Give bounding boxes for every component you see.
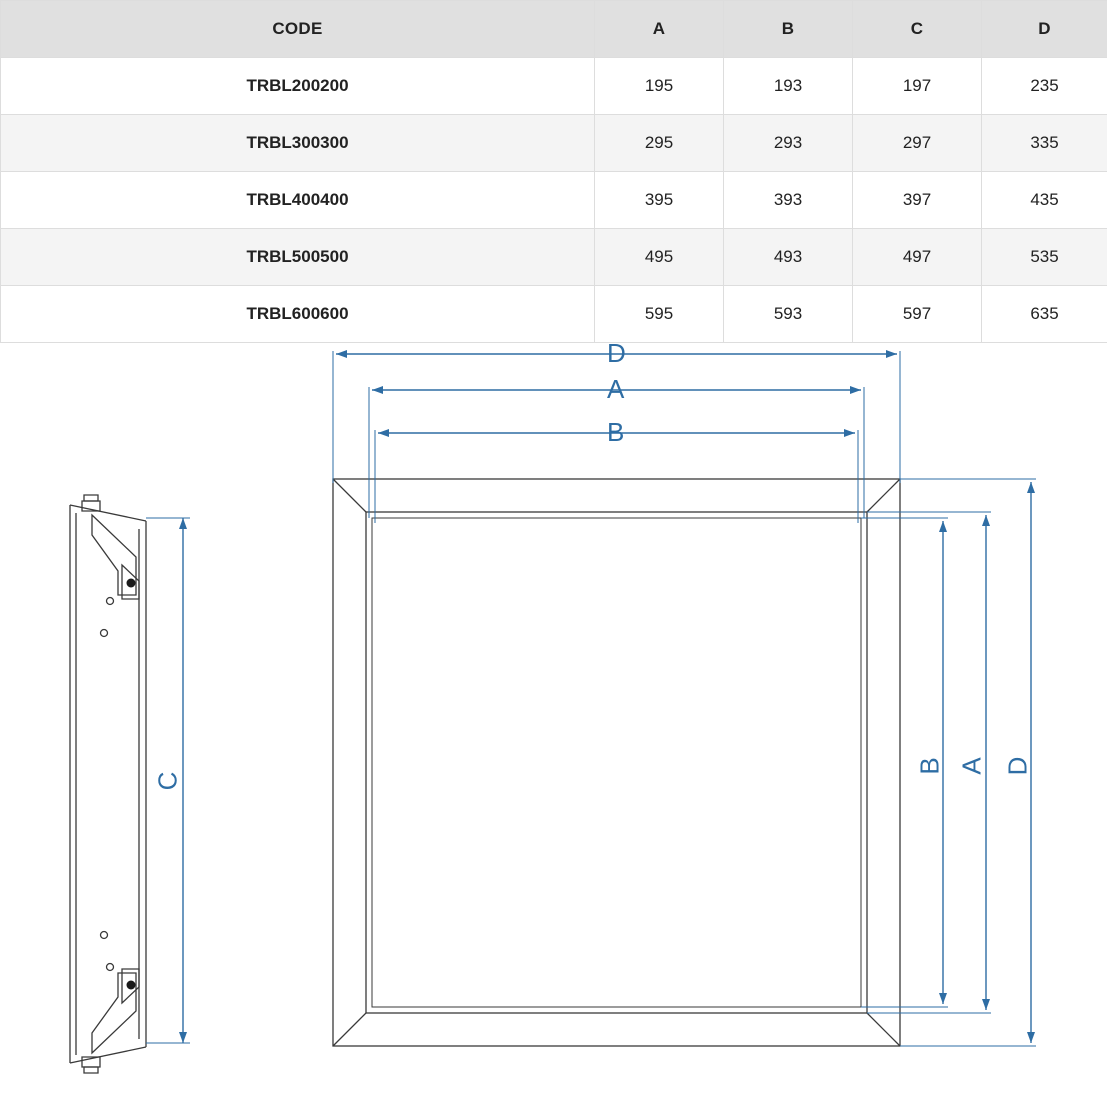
side-view-drawing [70, 495, 146, 1073]
column-header-a: A [595, 1, 724, 58]
dimension-label-top-a: A [607, 376, 624, 402]
column-header-b: B [724, 1, 853, 58]
cell-c: 297 [853, 115, 982, 172]
table-header-row [1, 1, 1107, 58]
column-header-c: C [853, 1, 982, 58]
table-row [1, 58, 1107, 115]
cell-code: TRBL600600 [1, 286, 595, 343]
column-header-code: CODE [1, 1, 595, 58]
specification-table [0, 0, 1107, 343]
cell-a: 495 [595, 229, 724, 286]
technical-drawing [0, 343, 1107, 1113]
cell-a: 395 [595, 172, 724, 229]
cell-b: 593 [724, 286, 853, 343]
cell-c: 497 [853, 229, 982, 286]
table-row [1, 229, 1107, 286]
dimension-label-right-b: B [917, 757, 943, 774]
cell-a: 595 [595, 286, 724, 343]
table-row [1, 286, 1107, 343]
cell-b: 293 [724, 115, 853, 172]
cell-code: TRBL200200 [1, 58, 595, 115]
table-row [1, 115, 1107, 172]
dimension-label-side-c: C [154, 772, 180, 791]
cell-d: 335 [982, 115, 1107, 172]
cell-b: 493 [724, 229, 853, 286]
cell-b: 393 [724, 172, 853, 229]
table-row [1, 172, 1107, 229]
cell-d: 235 [982, 58, 1107, 115]
dimension-label-top-b: B [607, 419, 624, 445]
drawing-canvas [0, 343, 1107, 1113]
cell-code: TRBL300300 [1, 115, 595, 172]
cell-c: 397 [853, 172, 982, 229]
cell-d: 535 [982, 229, 1107, 286]
front-view-drawing [333, 479, 900, 1046]
column-header-d: D [982, 1, 1107, 58]
cell-b: 193 [724, 58, 853, 115]
cell-code: TRBL500500 [1, 229, 595, 286]
cell-c: 597 [853, 286, 982, 343]
dimension-label-right-a: A [959, 757, 985, 774]
cell-c: 197 [853, 58, 982, 115]
cell-code: TRBL400400 [1, 172, 595, 229]
cell-a: 295 [595, 115, 724, 172]
cell-a: 195 [595, 58, 724, 115]
dimension-label-right-d: D [1004, 757, 1030, 776]
cell-d: 435 [982, 172, 1107, 229]
dimension-label-top-d: D [607, 340, 626, 366]
cell-d: 635 [982, 286, 1107, 343]
